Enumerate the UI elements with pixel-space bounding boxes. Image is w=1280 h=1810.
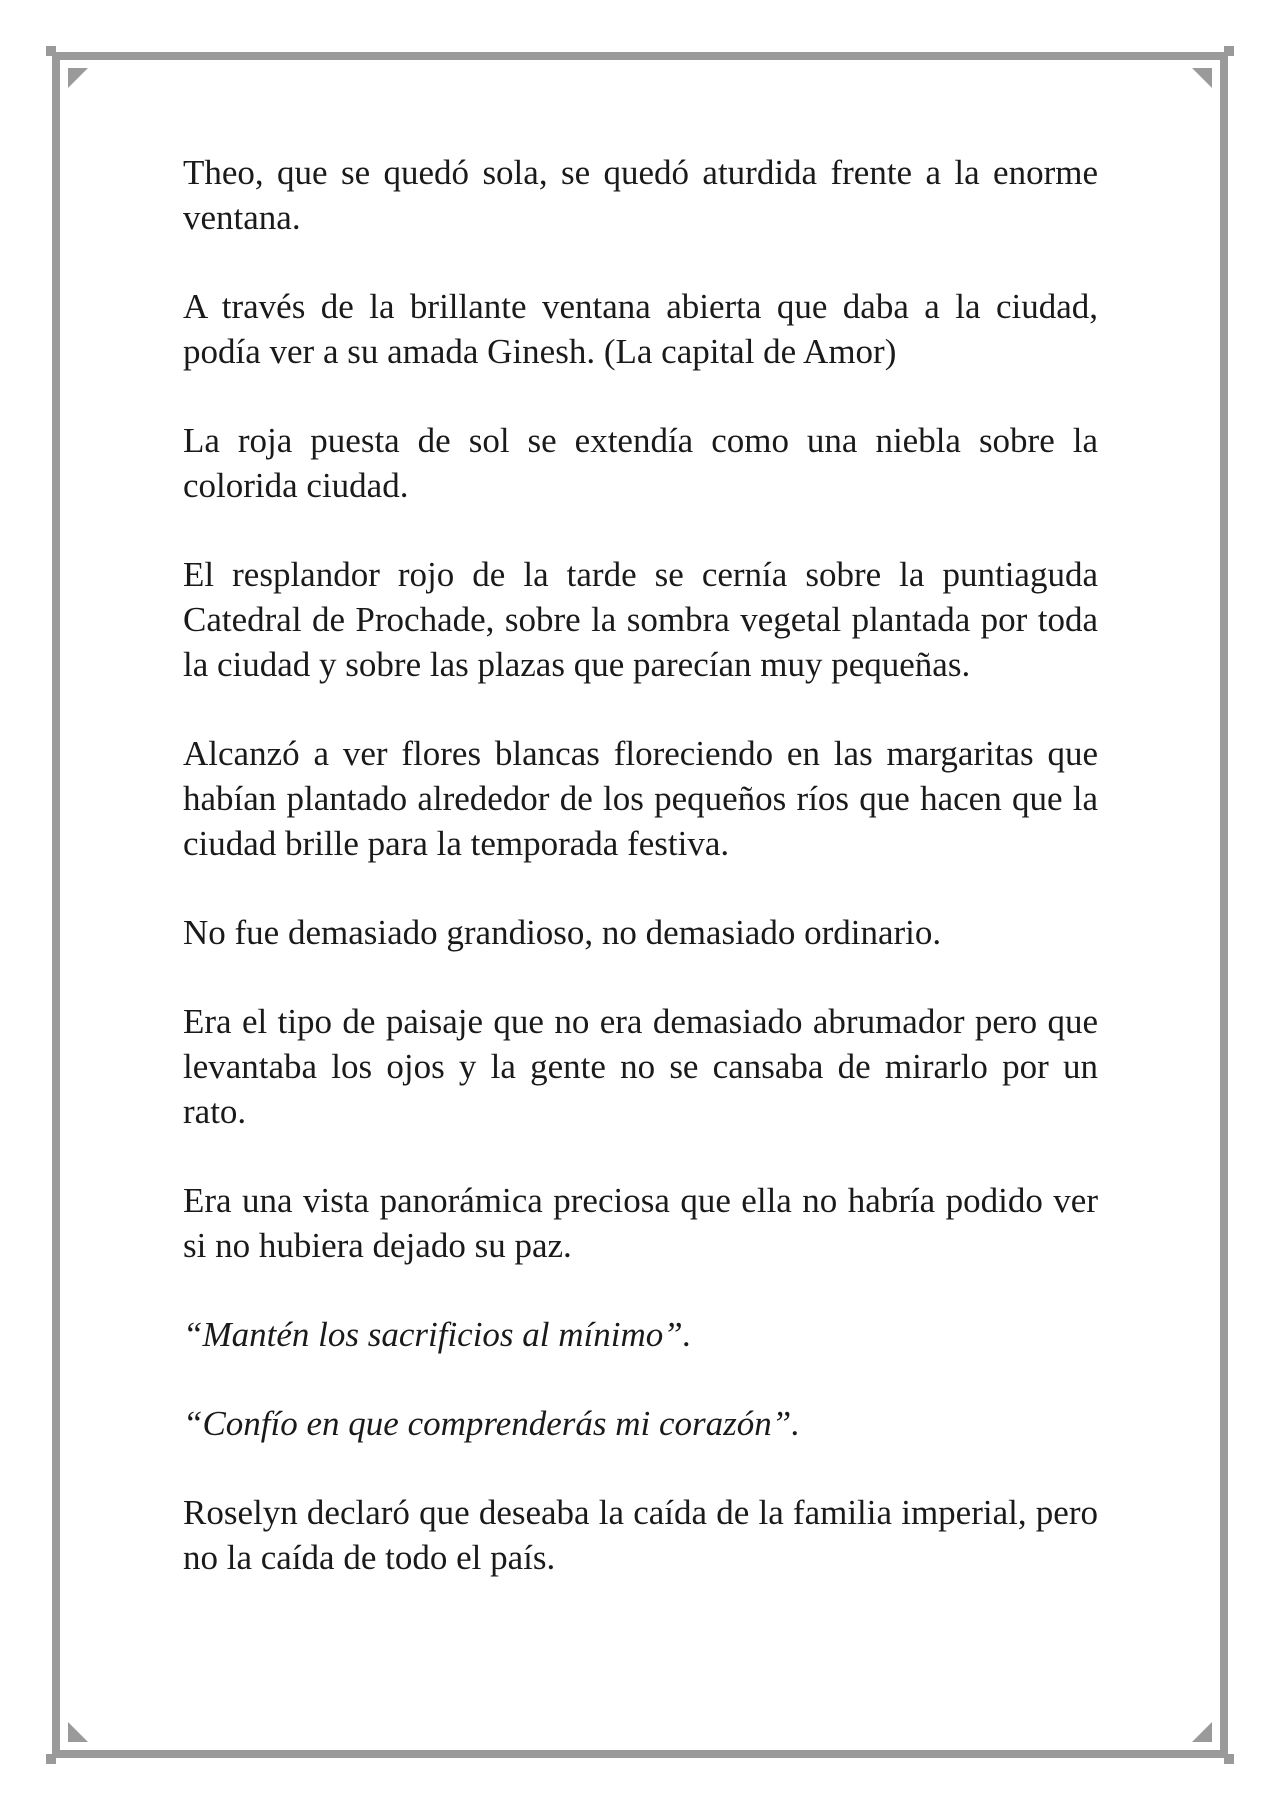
document-body bbox=[183, 150, 1098, 1624]
paragraph: La roja puesta de sol se extendía como una niebla sobre la colorida ciudad. bbox=[183, 421, 1098, 505]
frame-border-right bbox=[1220, 52, 1228, 1758]
corner-triangle-top-right bbox=[1192, 68, 1212, 88]
corner-ornament-top-left bbox=[46, 46, 56, 56]
paragraph: A través de la brillante ventana abierta que daba a la ciudad, podía ver a su amada Ginesh. (La capital de Amor) bbox=[183, 287, 1098, 371]
quote-paragraph: “Confío en que comprenderás mi corazón”. bbox=[183, 1404, 801, 1443]
frame-border-left bbox=[52, 52, 60, 1758]
paragraph: Alcanzó a ver flores blancas floreciendo en las margaritas que habían plantado alrededor de los pequeños ríos que hacen que la ciudad brille para la temporada festiva. bbox=[183, 734, 1098, 863]
paragraph: Era una vista panorámica preciosa que ella no habría podido ver si no hubiera dejado su paz. bbox=[183, 1181, 1098, 1265]
frame-border-bottom bbox=[52, 1750, 1228, 1758]
corner-ornament-bottom-left bbox=[46, 1754, 56, 1764]
corner-triangle-bottom-right bbox=[1192, 1722, 1212, 1742]
paragraph: Roselyn declaró que deseaba la caída de la familia imperial, pero no la caída de todo el país. bbox=[183, 1493, 1098, 1577]
corner-triangle-bottom-left bbox=[68, 1722, 88, 1742]
paragraph: Theo, que se quedó sola, se quedó aturdida frente a la enorme ventana. bbox=[183, 153, 1098, 237]
paragraph: Era el tipo de paisaje que no era demasiado abrumador pero que levantaba los ojos y la gente no se cansaba de mirarlo por un rato. bbox=[183, 1002, 1098, 1131]
corner-ornament-top-right bbox=[1224, 46, 1234, 56]
paragraph: No fue demasiado grandioso, no demasiado ordinario. bbox=[183, 913, 942, 952]
paragraph: El resplandor rojo de la tarde se cernía sobre la puntiaguda Catedral de Prochade, sobre la sombra vegetal plantada por toda la ciudad y sobre las plazas que parecían muy pequeñas. bbox=[183, 555, 1098, 684]
corner-triangle-top-left bbox=[68, 68, 88, 88]
quote-paragraph: “Mantén los sacrificios al mínimo”. bbox=[183, 1315, 692, 1354]
frame-border-top bbox=[52, 52, 1228, 60]
corner-ornament-bottom-right bbox=[1224, 1754, 1234, 1764]
